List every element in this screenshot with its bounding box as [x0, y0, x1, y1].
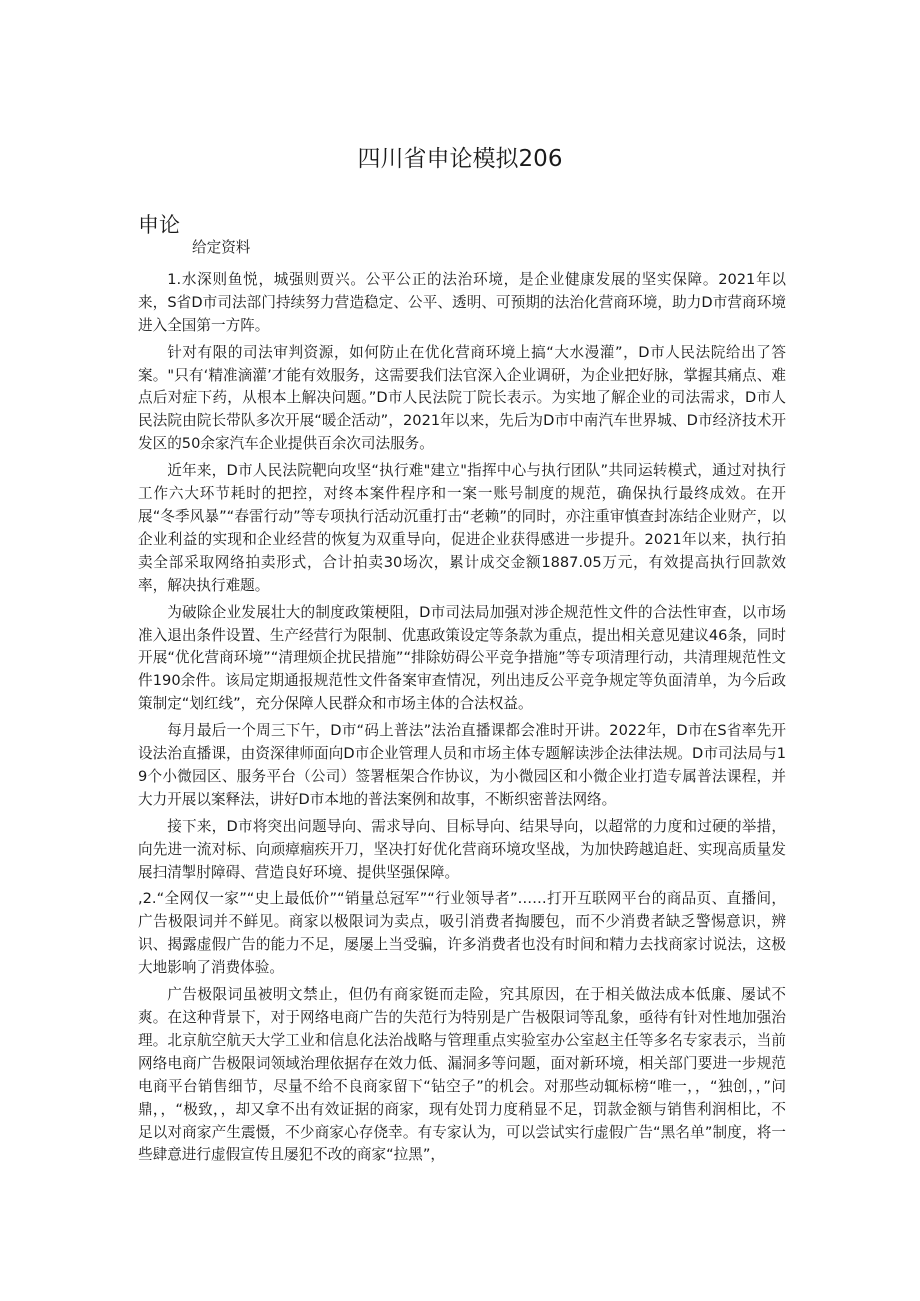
document-title: 四川省申论模拟206 — [357, 146, 563, 172]
paragraph: ,2.“全网仅一家”“史上最低价”“销量总冠军”“行业领导者”……打开互联网平台的商品页、直播间，广告极限词并不鲜见。商家以极限词为卖点，吸引消费者掏腰包，而不少消费者缺乏警惕意识，辨识、揭露虚假广告的能力不足，屡屡上当受骗，许多消费者也没有时间和精力去找商家讨说法，这极大地影响了消费体验。 — [138, 890, 786, 977]
paragraph: 接下来，D市将突出问题导向、需求导向、目标导向、结果导向，以超常的力度和过硬的举措，向先进一流对标、向顽瘴痼疾开刀，坚决打好优化营商环境攻坚战，为加快跨越追赶、实现高质量发展扫清掣肘障碍、营造良好环境、提供坚强保障。 — [138, 817, 786, 881]
document-body — [138, 237, 786, 1171]
paragraph: 近年来，D市人民法院靶向攻坚“执行难"建立"指挥中心与执行团队”共同运转模式，通过对执行工作六大环节耗时的把控，对终本案件程序和一案一账号制度的规范，确保执行最终成效。在开展“冬季风暴”“春雷行动”等专项执行活动沉重打击“老赖”的同时，亦注重审慎查封冻结企业财产，以企业利益的实现和企业经营的恢复为双重导向，促进企业获得感进一步提升。2021年以来，执行拍卖全部采取网络拍卖形式，合计拍卖30场次，累计成交金额1887.05万元，有效提高执行回款效率，解决执行难题。 — [138, 462, 786, 594]
section-heading: 申论 — [138, 213, 180, 237]
paragraph: 广告极限词虽被明文禁止，但仍有商家铤而走险，究其原因，在于相关做法成本低廉、屡试不爽。在这种背景下，对于网络电商广告的失范行为特别是广告极限词等乱象，亟待有针对性地加强治理。北京航空航天大学工业和信息化法治战略与管理重点实验室办公室赵主任等多名专家表示，当前网络电商广告极限词领域治理依据存在效力低、漏洞多等问题，面对新环境，相关部门要进一步规范电商平台销售细节，尽量不给不良商家留下“钻空子”的机会。对那些动辄标榜“唯一，，“独创，，”问鼎，，“极致，，却又拿不出有效证据的商家，现有处罚力度稍显不足，罚款金额与销售利润相比，不足以对商家产生震慑，不少商家心存侥幸。有专家认为，可以尝试实行虚假广告“黑名单”制度，将一些肆意进行虚假宣传且屡犯不改的商家“拉黑”， — [138, 986, 787, 1164]
paragraph: 1.水深则鱼悦，城强则贾兴。公平公正的法治环境，是企业健康发展的坚实保障。2021年以来，S省D市司法部门持续努力营造稳定、公平、透明、可预期的法治化营商环境，助力D市营商环境进入全国第一方阵。 — [138, 270, 786, 334]
materials-subtitle: 给定资料 — [192, 239, 251, 256]
paragraph: 每月最后一个周三下午，D市“码上普法”法治直播课都会准时开讲。2022年，D市在S省率先开设法治直播课，由资深律师面向D市企业管理人员和市场主体专题解读涉企法律法规。D市司法局与19个小微园区、服务平台（公司）签署框架合作协议，为小微园区和小微企业打造专属普法课程，并大力开展以案释法，讲好D市本地的普法案例和故事，不断织密普法网络。 — [138, 722, 786, 808]
paragraph: 针对有限的司法审判资源，如何防止在优化营商环境上搞“大水漫灌”，D市人民法院给出了答案。"只有‘精准滴灌’才能有效服务，这需要我们法官深入企业调研，为企业把好脉，掌握其痛点、难点后对症下药，从根本上解决问题。”D市人民法院丁院长表示。为实地了解企业的司法需求，D市人民法院由院长带队多次开展“暖企活动”，2021年以来，先后为D市中南汽车世界城、D市经济技术开发区的50余家汽车企业提供百余次司法服务。 — [138, 343, 786, 453]
paragraph: 为破除企业发展壮大的制度政策梗阻，D市司法局加强对涉企规范性文件的合法性审查，以市场准入退出条件设置、生产经营行为限制、优惠政策设定等条款为重点，提出相关意见建议46条，同时开展“优化营商环境”“清理烦企扰民措施”“排除妨碍公平竞争措施”等专项清理行动，共清理规范性文件190余件。该局定期通报规范性文件备案审查情况，列出违反公平竞争规定等负面清单，为今后政策制定“划红线”，充分保障人民群众和市场主体的合法权益。 — [138, 603, 786, 713]
